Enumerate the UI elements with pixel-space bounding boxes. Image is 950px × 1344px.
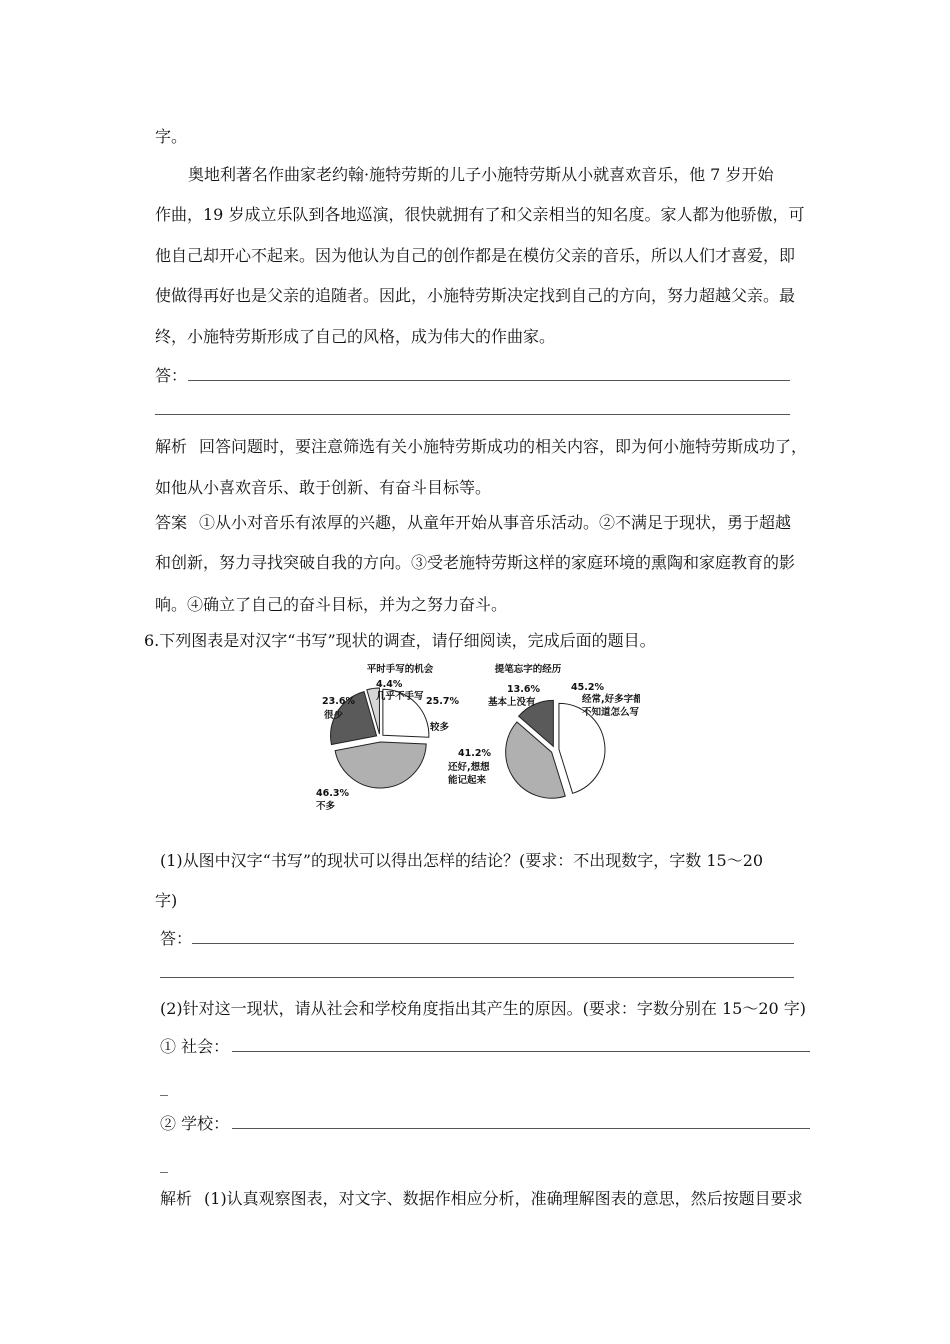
answer-blank-line[interactable] xyxy=(155,414,790,415)
analysis-text: (1)认真观察图表，对文字、数据作相应分析，准确理解图表的意思，然后按题目要求 xyxy=(204,1189,803,1208)
slice-label: 经常,好多字都 xyxy=(582,694,640,705)
pie-slice xyxy=(506,722,566,798)
analysis-label: 解析 xyxy=(155,437,188,456)
analysis-line: 如他从小喜欢音乐、敢于创新、有奋斗目标等。 xyxy=(155,478,492,497)
pie-charts xyxy=(280,658,640,818)
key-text: ①从小对音乐有浓厚的兴趣，从童年开始从事音乐活动。②不满足于现状，勇于超越 xyxy=(199,513,792,532)
answer-blank-line[interactable] xyxy=(160,977,794,978)
blank-dash: _ xyxy=(160,1154,168,1173)
passage-line: 字。 xyxy=(155,127,188,146)
pie-slice xyxy=(335,742,426,788)
society-label: ① 社会： xyxy=(160,1037,230,1056)
answer-label: 答： xyxy=(160,929,193,948)
analysis-block xyxy=(155,436,807,458)
slice-label: 还好,想想 xyxy=(448,762,490,773)
answer-blank-line[interactable] xyxy=(188,380,790,381)
chart-title: 平时手写的机会 xyxy=(366,664,434,675)
sub-question-1-cont: 字) xyxy=(155,891,178,910)
analysis-block-2 xyxy=(160,1188,803,1210)
key-label: 答案 xyxy=(155,513,188,532)
answer-label: 答： xyxy=(155,366,188,385)
analysis-label: 解析 xyxy=(160,1189,193,1208)
passage-line: 终，小施特劳斯形成了自己的风格，成为伟大的作曲家。 xyxy=(155,327,556,346)
key-block xyxy=(155,512,791,534)
analysis-text: 回答问题时，要注意筛选有关小施特劳斯成功的相关内容，即为何小施特劳斯成功了， xyxy=(199,437,808,456)
sub-question-1: (1)从图中汉字“书写”的现状可以得出怎样的结论？(要求：不出现数字，字数 15～20 xyxy=(160,851,764,870)
slice-label: 较多 xyxy=(430,722,450,733)
slice-label: 基本上没有 xyxy=(488,697,536,708)
school-answer-line[interactable] xyxy=(232,1128,810,1129)
passage-line: 他自己却开心不起来。因为他认为自己的创作都是在模仿父亲的音乐，所以人们才喜爱，即 xyxy=(155,246,796,265)
passage-line: 作曲，19 岁成立乐队到各地巡演，很快就拥有了和父亲相当的知名度。家人都为他骄傲，可 xyxy=(155,205,805,224)
key-line: 和创新，努力寻找突破自我的方向。③受老施特劳斯这样的家庭环境的熏陶和家庭教育的影 xyxy=(155,553,796,572)
question-stem: 6.下列图表是对汉字“书写”现状的调查，请仔细阅读，完成后面的题目。 xyxy=(144,631,656,650)
slice-label: 不多 xyxy=(316,801,336,812)
slice-label: 能记起来 xyxy=(448,775,487,786)
data-label: 25.7% xyxy=(426,696,459,707)
blank-dash: _ xyxy=(160,1077,168,1096)
data-label: 13.6% xyxy=(507,684,540,695)
society-answer-line[interactable] xyxy=(232,1051,810,1052)
key-line: 响。④确立了自己的奋斗目标，并为之努力奋斗。 xyxy=(155,595,508,614)
passage-line: 奥地利著名作曲家老约翰·施特劳斯的儿子小施特劳斯从小就喜欢音乐，他 7 岁开始 xyxy=(188,165,774,184)
chart-svg xyxy=(280,658,640,818)
answer-blank-line[interactable] xyxy=(192,943,794,944)
data-label: 41.2% xyxy=(458,748,491,759)
chart-title: 提笔忘字的经历 xyxy=(494,664,562,675)
data-label: 4.4% xyxy=(376,679,403,690)
school-label: ② 学校： xyxy=(160,1114,230,1133)
sub-question-2: (2)针对这一现状，请从社会和学校角度指出其产生的原因。(要求：字数分别在 15～20 字) xyxy=(160,999,807,1018)
data-label: 23.6% xyxy=(322,696,355,707)
passage-line: 使做得再好也是父亲的追随者。因此，小施特劳斯决定找到自己的方向，努力超越父亲。最 xyxy=(155,286,796,305)
data-label: 45.2% xyxy=(571,682,604,693)
slice-label: 很少 xyxy=(324,710,344,721)
slice-label: 几乎不手写 xyxy=(376,691,424,702)
data-label: 46.3% xyxy=(316,788,349,799)
slice-label: 不知道怎么写 xyxy=(582,707,640,718)
